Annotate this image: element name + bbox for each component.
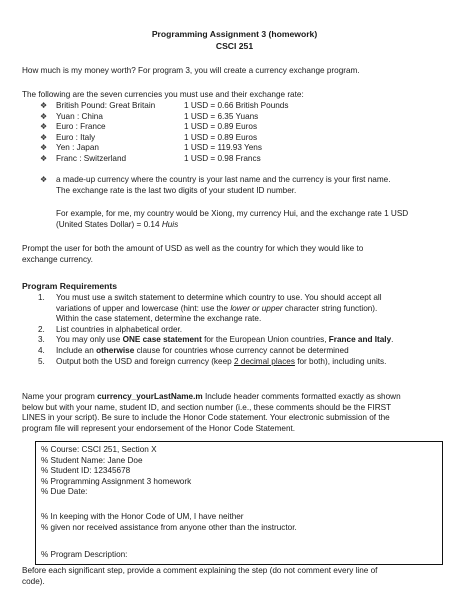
example-line2: [56, 220, 436, 231]
requirements-list: [38, 293, 448, 367]
madeup-line1: a made-up currency where the country is your last name and the currency is your first name.: [56, 175, 391, 184]
requirement-line: You must use a switch statement to determine which country to use. You should accept all: [56, 293, 382, 302]
requirement-emphasis: 2 decimal places: [233, 356, 295, 366]
currency-rate: 1 USD = 0.89 Euros: [184, 132, 258, 142]
example-text: (United States Dollar) = 0.14: [56, 219, 162, 229]
currency-item: [40, 143, 440, 154]
requirement-item: [38, 346, 448, 357]
requirement-text: for both), including units.: [294, 356, 387, 366]
currency-list: [40, 101, 440, 165]
requirement-text: character string function).: [282, 303, 378, 313]
naming-text: Include header comments formatted exactly as shown: [202, 392, 401, 401]
requirement-text: Output both the USD and foreign currency (keep: [56, 356, 234, 366]
currency-name: Franc : Switzerland: [56, 153, 127, 163]
currency-item: [40, 122, 440, 133]
currency-rate: 1 USD = 119.93 Yens: [184, 143, 262, 153]
comment-line: % Program Description:: [41, 550, 128, 559]
madeup-line2: The exchange rate is the last two digits of your student ID number.: [56, 185, 297, 195]
requirement-number: 4.: [38, 345, 45, 355]
requirement-line: List countries in alphabetical order.: [56, 324, 183, 334]
naming-text: Name your program: [22, 392, 98, 401]
intro-paragraph: How much is my money worth? For program 3, you will create a currency exchange program.: [22, 66, 360, 75]
requirement-text: .: [391, 335, 394, 345]
rates-intro: The following are the seven currencies you must use and their exchange rate:: [22, 90, 304, 99]
course-code: CSCI 251: [215, 41, 254, 51]
diamond-bullet-icon: ❖: [40, 153, 48, 163]
currency-item: [40, 154, 440, 165]
comment-line: % Course: CSCI 251, Section X: [41, 445, 157, 454]
requirement-line: Within the case statement, determine the exchange rate.: [56, 314, 262, 324]
diamond-bullet-icon: ❖: [40, 143, 48, 153]
currency-item: [40, 133, 440, 144]
requirement-text: You may only use: [56, 335, 123, 345]
currency-name: Yuan : China: [56, 111, 103, 121]
currency-name: British Pound: Great Britain: [56, 101, 156, 110]
diamond-bullet-icon: ❖: [40, 132, 48, 142]
naming-line4: program file will represent your endorsement of the Honor Code Statement.: [22, 423, 296, 433]
comment-line: % Due Date:: [41, 487, 88, 497]
requirement-line: [56, 335, 448, 346]
requirement-line: [56, 346, 448, 357]
currency-item: [40, 101, 440, 112]
requirement-text: for the European Union countries,: [201, 335, 329, 345]
currency-rate: 1 USD = 0.66 British Pounds: [184, 101, 289, 110]
requirement-emphasis: ONE case statement: [122, 335, 202, 345]
requirement-text: clause for countries whose currency cannot be determined: [134, 345, 349, 355]
requirement-emphasis: France and Italy: [328, 335, 392, 345]
requirement-line: [56, 304, 448, 315]
currency-item: [40, 112, 440, 123]
requirement-item: [38, 335, 448, 346]
naming-line3: LINES in your script). Be sure to include the Honor Code statement. Your electronic submission of the: [22, 413, 390, 423]
currency-name: Yen : Japan: [56, 143, 99, 153]
comment-line: % Programming Assignment 3 homework: [41, 476, 192, 486]
comment-line: % given nor received assistance from anyone other than the instructor.: [41, 522, 297, 532]
diamond-bullet-icon: ❖: [40, 111, 48, 121]
requirement-item: [38, 293, 448, 325]
requirement-line: [56, 357, 448, 368]
currency-rate: 1 USD = 0.89 Euros: [184, 122, 258, 132]
naming-line2: below but with your name, student ID, and section number (i.e., these comments should be the FIRST: [22, 402, 392, 412]
prompt-line2: exchange currency.: [22, 254, 93, 264]
header-comment-box: [35, 441, 443, 565]
diamond-bullet-icon: ❖: [40, 122, 48, 132]
requirement-item: [38, 357, 448, 368]
currency-rate: 1 USD = 6.35 Yuans: [184, 111, 259, 121]
requirement-number: 3.: [38, 335, 45, 345]
requirement-number: 1.: [38, 293, 45, 302]
comment-line: % In keeping with the Honor Code of UM, I have neither: [41, 512, 244, 521]
program-filename: currency_yourLastName.m: [97, 392, 203, 401]
requirement-text: variations of upper and lowercase (hint: use the: [56, 303, 231, 313]
currency-name: Euro : Italy: [56, 132, 96, 142]
example-line1: For example, for me, my country would be Xiong, my currency Hui, and the exchange rate 1 USD: [56, 209, 409, 218]
assignment-title: Programming Assignment 3 (homework): [151, 29, 318, 39]
footer-line2: code).: [22, 576, 45, 586]
diamond-bullet-icon: ❖: [40, 175, 48, 184]
comment-line: % Student ID: 12345678: [41, 466, 131, 476]
requirements-heading: Program Requirements: [22, 281, 118, 291]
footer-line1: Before each significant step, provide a comment explaining the step (do not comment every line of: [22, 566, 378, 575]
requirement-item: [38, 325, 448, 336]
prompt-line1: Prompt the user for both the amount of USD as well as the country for which they would like to: [22, 244, 364, 253]
example-currency: Huis: [161, 219, 179, 229]
diamond-bullet-icon: ❖: [40, 101, 48, 110]
naming-line1: [22, 392, 452, 403]
requirement-text: Include an: [56, 345, 97, 355]
requirement-emphasis: lower or upper: [230, 303, 283, 313]
requirement-emphasis: otherwise: [96, 345, 135, 355]
comment-line: % Student Name: Jane Doe: [41, 455, 143, 465]
requirement-number: 2.: [38, 324, 45, 334]
currency-rate: 1 USD = 0.98 Francs: [184, 153, 261, 163]
requirement-number: 5.: [38, 356, 45, 366]
currency-name: Euro : France: [56, 122, 106, 132]
